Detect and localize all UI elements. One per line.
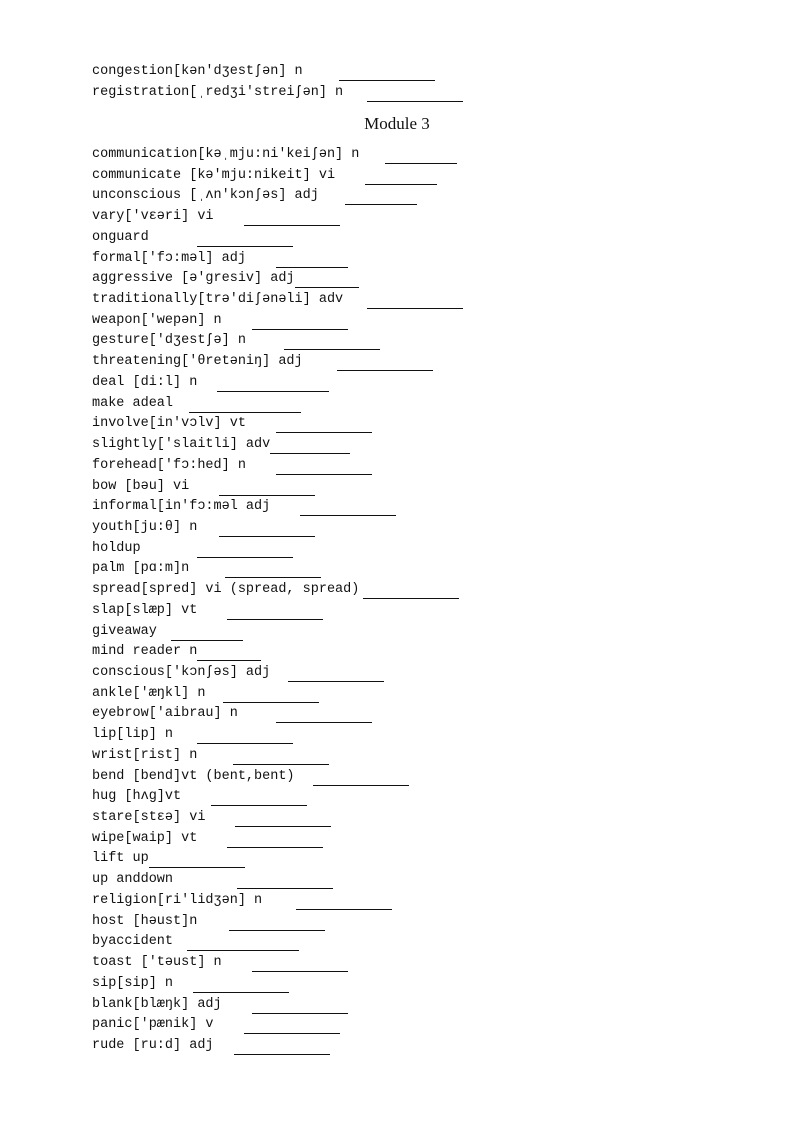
vocab-word: aggressive [ə'gresiv] adj [92, 271, 295, 286]
vocab-entry [92, 975, 289, 993]
answer-blank[interactable] [189, 398, 301, 413]
vocab-word: panic['pænik] v [92, 1017, 214, 1032]
answer-blank[interactable] [385, 149, 457, 164]
answer-blank[interactable] [345, 190, 417, 205]
answer-blank[interactable] [300, 501, 396, 516]
vocab-word: spread[spred] vi (spread, spread) [92, 582, 360, 597]
answer-blank[interactable] [252, 957, 348, 972]
answer-blank[interactable] [365, 170, 437, 185]
vocab-word: weapon['wepən] n [92, 313, 222, 328]
vocab-entry [92, 374, 329, 392]
vocab-word: onguard [92, 230, 149, 245]
answer-blank[interactable] [363, 584, 459, 599]
vocab-entry [92, 84, 463, 102]
vocab-word: wrist[rist] n [92, 748, 198, 763]
vocab-entry [92, 1037, 330, 1055]
vocab-word: vary['vεəri] vi [92, 209, 214, 224]
vocab-entry [92, 540, 293, 558]
vocab-entry [92, 478, 315, 496]
answer-blank[interactable] [276, 253, 348, 268]
answer-blank[interactable] [244, 211, 340, 226]
vocab-word: deal [di:l] n [92, 375, 198, 390]
vocab-word: up anddown [92, 872, 174, 887]
vocab-word: involve[in'vɔlv] vt [92, 416, 246, 431]
answer-blank[interactable] [276, 460, 372, 475]
vocab-entry [92, 457, 372, 475]
vocab-entry [92, 229, 293, 247]
answer-blank[interactable] [288, 667, 384, 682]
vocab-entry [92, 850, 245, 868]
answer-blank[interactable] [234, 1040, 330, 1055]
answer-blank[interactable] [225, 563, 321, 578]
answer-blank[interactable] [270, 439, 350, 454]
vocab-word: slightly['slaitli] adv [92, 437, 271, 452]
vocab-word: threatening['θretəniŋ] adj [92, 354, 303, 369]
vocab-entry [92, 332, 380, 350]
answer-blank[interactable] [227, 605, 323, 620]
answer-blank[interactable] [276, 418, 372, 433]
vocab-entry [92, 250, 348, 268]
answer-blank[interactable] [296, 895, 392, 910]
vocab-entry [92, 726, 293, 744]
answer-blank[interactable] [313, 771, 409, 786]
vocab-entry [92, 291, 463, 309]
vocab-entry [92, 498, 396, 516]
vocab-word: slap[slæp] vt [92, 603, 198, 618]
answer-blank[interactable] [367, 294, 463, 309]
vocab-entry [92, 913, 325, 931]
vocab-entry [92, 353, 433, 371]
vocab-word: informal[in'fɔ:məl adj [92, 499, 271, 514]
vocab-word: forehead['fɔ:hed] n [92, 458, 246, 473]
vocab-word: youth[ju:θ] n [92, 520, 198, 535]
vocab-entry [92, 1016, 340, 1034]
answer-blank[interactable] [337, 356, 433, 371]
vocab-entry [92, 685, 319, 703]
module-heading [0, 114, 794, 134]
vocab-entry [92, 705, 372, 723]
answer-blank[interactable] [244, 1019, 340, 1034]
answer-blank[interactable] [237, 874, 333, 889]
vocab-word: traditionally[trə'diʃənəli] adv [92, 292, 344, 307]
vocab-entry [92, 560, 321, 578]
answer-blank[interactable] [197, 729, 293, 744]
vocab-word: congestion[kən'dʒestʃən] n [92, 64, 303, 79]
answer-blank[interactable] [233, 750, 329, 765]
answer-blank[interactable] [367, 87, 463, 102]
vocab-entry [92, 871, 333, 889]
vocab-entry [92, 602, 323, 620]
vocab-word: conscious['kɔnʃəs] adj [92, 665, 271, 680]
vocab-word: unconscious [ˌʌn'kɔnʃəs] adj [92, 188, 319, 203]
vocab-word: sip[sip] n [92, 976, 174, 991]
vocab-entry [92, 415, 372, 433]
vocab-entry [92, 270, 359, 288]
vocab-entry [92, 312, 348, 330]
vocab-word: formal['fɔ:məl] adj [92, 251, 246, 266]
vocab-word: byaccident [92, 934, 174, 949]
vocab-word: blank[blæŋk] adj [92, 997, 222, 1012]
answer-blank[interactable] [252, 315, 348, 330]
answer-blank[interactable] [149, 853, 245, 868]
answer-blank[interactable] [229, 916, 325, 931]
vocab-word: rude [ru:d] adj [92, 1038, 214, 1053]
answer-blank[interactable] [217, 377, 329, 392]
vocab-entry [92, 208, 340, 226]
vocab-entry [92, 747, 329, 765]
answer-blank[interactable] [219, 481, 315, 496]
vocab-entry [92, 664, 384, 682]
answer-blank[interactable] [276, 708, 372, 723]
vocab-word: host [həust]n [92, 914, 198, 929]
vocab-entry [92, 581, 459, 599]
vocab-word: make adeal [92, 396, 174, 411]
vocab-entry [92, 167, 437, 185]
vocab-word: holdup [92, 541, 141, 556]
answer-blank[interactable] [284, 335, 380, 350]
answer-blank[interactable] [227, 833, 323, 848]
vocab-entry [92, 788, 307, 806]
vocab-word: mind reader n [92, 644, 198, 659]
vocab-word: gesture['dʒestʃə] n [92, 333, 246, 348]
vocab-entry [92, 933, 299, 951]
vocab-word: communication[kəˌmju:ni'keiʃən] n [92, 147, 360, 162]
vocab-word: hug [hʌg]vt [92, 789, 182, 804]
vocab-word: stare[stεə] vi [92, 810, 206, 825]
vocab-word: eyebrow['aibrau] n [92, 706, 238, 721]
vocab-word: religion[ri'lidʒən] n [92, 893, 263, 908]
vocab-word: registration[ˌredʒi'streiʃən] n [92, 85, 344, 100]
answer-blank[interactable] [171, 626, 243, 641]
answer-blank[interactable] [193, 978, 289, 993]
answer-blank[interactable] [339, 66, 435, 81]
vocab-entry [92, 623, 243, 641]
answer-blank[interactable] [211, 791, 307, 806]
vocab-word: communicate [kə'mju:nikeit] vi [92, 168, 336, 183]
vocab-word: palm [pɑ:m]n [92, 561, 190, 576]
vocab-entry [92, 996, 348, 1014]
vocab-word: bow [bəu] vi [92, 479, 190, 494]
vocab-entry [92, 436, 350, 454]
vocab-entry [92, 146, 457, 164]
vocab-entry [92, 809, 331, 827]
vocab-entry [92, 395, 301, 413]
vocab-word: bend [bend]vt (bent,bent) [92, 769, 295, 784]
answer-blank[interactable] [197, 646, 261, 661]
answer-blank[interactable] [223, 688, 319, 703]
vocab-entry [92, 954, 348, 972]
vocab-entry [92, 519, 315, 537]
answer-blank[interactable] [235, 812, 331, 827]
vocab-entry [92, 892, 392, 910]
vocab-word: toast ['təust] n [92, 955, 222, 970]
vocab-word: lip[lip] n [92, 727, 174, 742]
vocab-entry [92, 830, 323, 848]
vocab-word: lift up [92, 851, 149, 866]
vocab-entry [92, 768, 409, 786]
vocab-word: giveaway [92, 624, 157, 639]
answer-blank[interactable] [295, 273, 359, 288]
answer-blank[interactable] [187, 936, 299, 951]
vocab-entry [92, 63, 435, 81]
answer-blank[interactable] [219, 522, 315, 537]
answer-blank[interactable] [197, 543, 293, 558]
vocab-word: ankle['æŋkl] n [92, 686, 206, 701]
answer-blank[interactable] [197, 232, 293, 247]
vocab-entry [92, 187, 417, 205]
vocab-entry [92, 643, 261, 661]
vocab-word: wipe[waip] vt [92, 831, 198, 846]
answer-blank[interactable] [252, 999, 348, 1014]
module-title: Module 3 [364, 114, 430, 133]
